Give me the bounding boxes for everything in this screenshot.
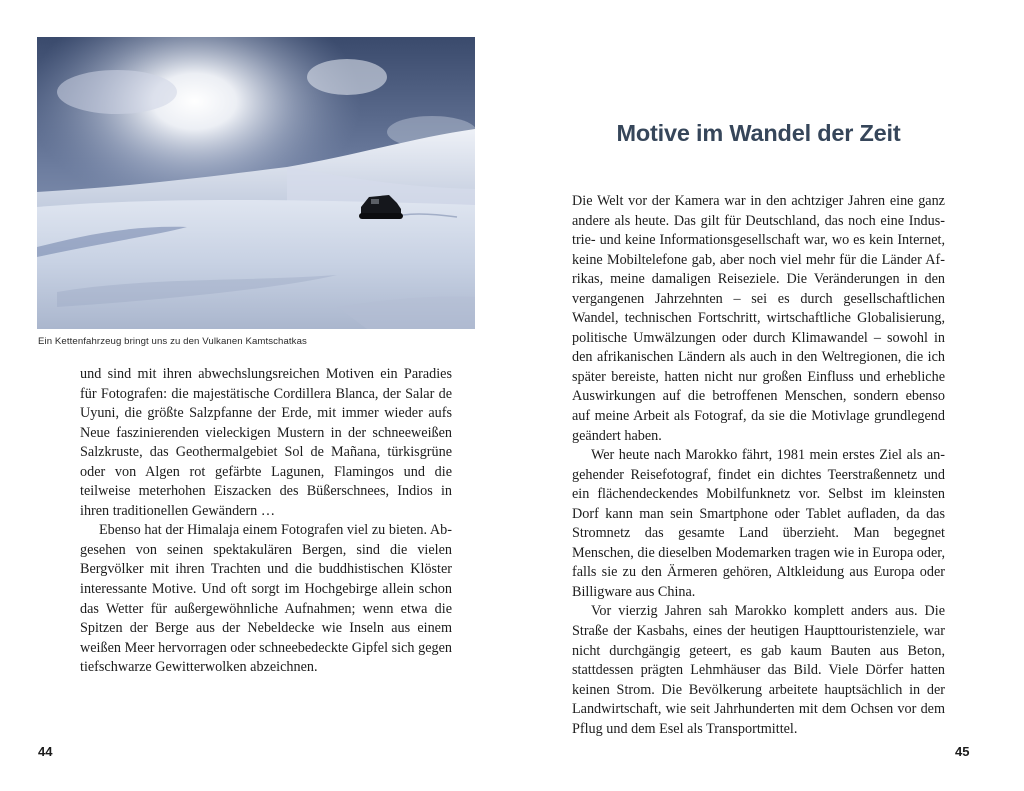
right-paragraph-1: Die Welt vor der Kamera war in den achtziger Jahren eine ganz andere als heute. Das gilt für Deutschland, das noch eine Industrie- und keine Informationsgesellschaft war, wo es kein Internet, keine Mobiltelefone gab, aber noch viel mehr für die Länder Afrikas, meine damaligen Reiseziele. Die Veränderungen in den vergangenen Jahrzehnten – sei es durch gesellschaftlichen Wandel, technischen Fortschritt, wirtschaftliche Globalisierung, politische Umwälzungen oder durch Klimawandel – sowohl in den afrikanischen Ländern als auch in den Weltregionen, die ich später bereiste, hatten nicht nur großen Einfluss und erhebliche Auswirkungen auf die betroffenen Menschen, sondern ebenso auf meine Arbeit als Fotograf, da sie die Motivlage grundlegend geändert haben.: [572, 193, 945, 444]
right-page: [512, 0, 1024, 791]
left-paragraph-2: Ebenso hat der Himalaja einem Fotografen viel zu bieten. Abgesehen von seinen spektakulären Bergen, sind die vielen Bergvölker mit ihren Trachten und die buddhistischen Klöster interessante Motive. Und oft sorgt im Hochgebirge allein schon das Wetter für außergewöhnliche Aufnahmen; wenn etwa die Spitzen der Berge aus der Nebeldecke wie Inseln aus einem weißen Meer hervorragen oder schneebedeckte Gipfel sich gegen tiefschwarze Gewitterwolken abzeichnen.: [80, 522, 452, 676]
photo-caption: Ein Kettenfahrzeug bringt uns zu den Vulkanen Kamtschatkas: [38, 336, 307, 347]
page-number-right: 45: [955, 744, 970, 759]
right-body-text: [572, 192, 945, 739]
right-paragraph-2: Wer heute nach Marokko fährt, 1981 mein erstes Ziel als angehender Reisefotograf, findet ein dichtes Teerstraßennetz und ein flächendeckendes Mobilfunknetz vor. Selbst im kleinsten Dorf kann man sein Smartphone oder Tablet aufladen, da das Stromnetz das gesamte Land überzieht. Man begegnet Menschen, die dieselben Modemarken tragen wie in Europa oder, falls sie zu den Ärmeren gehören, Altkleidung aus Europa oder Billigware aus China.: [572, 447, 945, 600]
right-paragraph-3: Vor vierzig Jahren sah Marokko komplett anders aus. Die Straße der Kasbahs, eines der heutigen Haupttouristenziele, war nicht durchgängig geteert, es gab kaum Bauten aus Beton, stattdessen prägten Lehmhäuser das Bild. Viele Dörfer hatten keinen Strom. Die Bevölkerung arbeitete hauptsächlich in der Landwirtschaft, wie seit Jahrhunderten mit dem Ochsen vor dem Pflug und dem Esel als Transportmittel.: [572, 603, 945, 737]
chapter-title: Motive im Wandel der Zeit: [616, 120, 901, 146]
left-body-text: [80, 365, 452, 678]
page-number-left: 44: [38, 744, 53, 759]
snow-vehicle-photo: [37, 37, 475, 329]
left-paragraph-1: und sind mit ihren abwechslungsreichen Motiven ein Paradies für Fotografen: die majestätische Cordillera Blanca, der Salar de Uyuni, die größte Salzpfanne der Erde, mit immer wieder aufs Neue faszinierenden vieleckigen Mustern in der schneeweißen Salzkruste, das Geothermalgebiet Sol de Mañana, türkisgrüne oder von Algen rot gefärbte Lagunen, Flamingos und die teilweise meterhohen Eiszacken des Büßerschnees, Indios in ihren traditionellen Gewändern …: [80, 366, 452, 519]
